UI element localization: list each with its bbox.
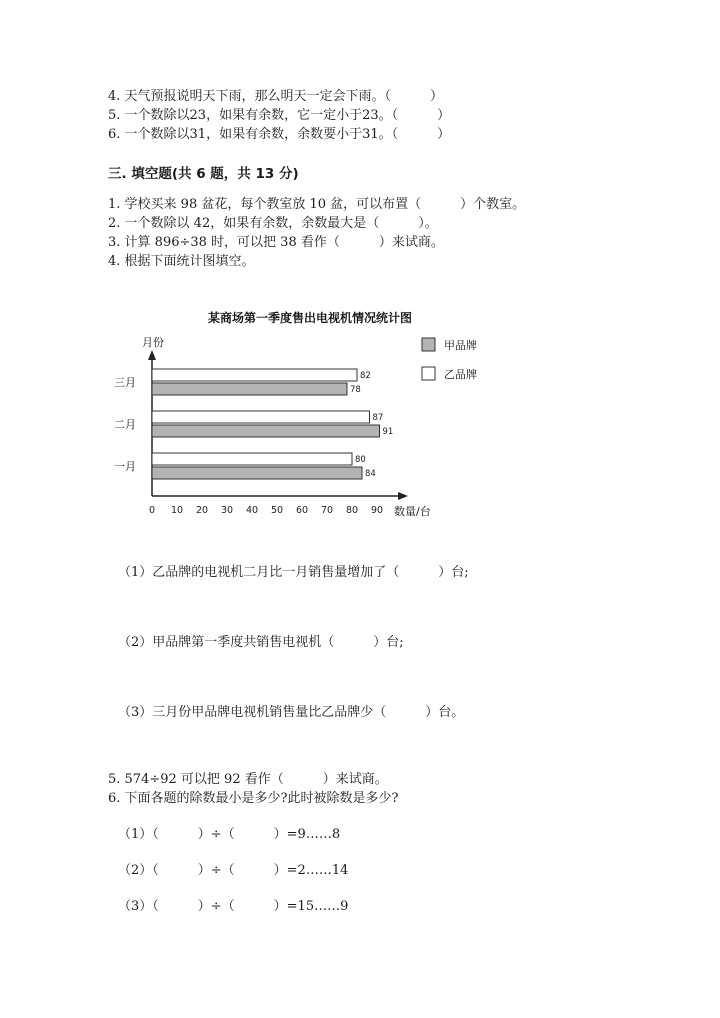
chart-question-3: （3）三月份甲品牌电视机销售量比乙品牌少（ ）台。	[118, 705, 465, 720]
judgement-question-5: 5. 一个数除以23，如果有余数，它一定小于23。（ ）	[108, 108, 451, 123]
question-6-item-1: （1）（ ）÷（ ）=9……8	[118, 827, 341, 842]
bar-brand-a	[152, 467, 362, 479]
fill-question-2: 2. 一个数除以 42，如果有余数，余数最大是（ ）。	[108, 216, 438, 231]
x-tick-label: 30	[220, 505, 234, 516]
chart-question-1: （1）乙品牌的电视机二月比一月销售量增加了（ ）台;	[118, 565, 469, 580]
fill-question-4: 4. 根据下面统计图填空。	[108, 254, 255, 269]
x-tick-label: 0	[148, 505, 156, 516]
x-tick-label: 20	[195, 505, 209, 516]
x-tick-label: 10	[170, 505, 184, 516]
data-label: 82	[360, 371, 371, 381]
legend-label: 乙品牌	[444, 368, 477, 381]
chart-title: 某商场第一季度售出电视机情况统计图	[207, 311, 413, 325]
question-6-item-3: （3）（ ）÷（ ）=15……9	[118, 899, 349, 914]
bar-brand-b	[152, 369, 357, 381]
x-tick-label: 50	[270, 505, 284, 516]
x-tick-label: 60	[295, 505, 309, 516]
legend-label: 甲品牌	[444, 339, 477, 352]
data-label: 80	[355, 455, 366, 465]
x-tick-label: 70	[320, 505, 334, 516]
x-tick-label: 90	[370, 505, 384, 516]
data-label: 91	[382, 427, 394, 437]
chart-question-2: （2）甲品牌第一季度共销售电视机（ ）台;	[118, 635, 404, 650]
bar-brand-b	[152, 411, 370, 423]
legend-swatch	[422, 338, 435, 351]
bar-brand-a	[152, 383, 347, 395]
category-label: 一月	[114, 460, 136, 473]
judgement-question-6: 6. 一个数除以31，如果有余数，余数要小于31。（ ）	[108, 127, 451, 142]
fill-question-1: 1. 学校买来 98 盆花，每个教室放 10 盆，可以布置（ ）个教室。	[108, 197, 526, 212]
section-title: 三. 填空题(共 6 题，共 13 分)	[108, 166, 299, 182]
question-6-item-2: （2）（ ）÷（ ）=2……14	[118, 863, 349, 878]
question-6-title: 6. 下面各题的除数最小是多少?此时被除数是多少?	[108, 791, 399, 806]
fill-question-3: 3. 计算 896÷38 时，可以把 38 看作（ ）来试商。	[108, 235, 444, 250]
category-label: 三月	[114, 376, 136, 389]
data-label: 78	[350, 385, 361, 395]
y-axis-arrow	[148, 350, 156, 360]
data-label: 87	[372, 413, 384, 423]
legend-swatch	[422, 367, 435, 380]
y-axis-label: 月份	[142, 336, 164, 349]
data-label: 84	[365, 469, 376, 479]
x-tick-label: 80	[345, 505, 359, 516]
judgement-question-4: 4. 天气预报说明天下雨，那么明天一定会下雨。（ ）	[108, 89, 444, 104]
x-axis-arrow	[398, 492, 408, 500]
bar-brand-a	[152, 425, 380, 437]
bar-chart	[100, 300, 500, 530]
bar-brand-b	[152, 453, 352, 465]
question-5: 5. 574÷92 可以把 92 看作（ ）来试商。	[108, 772, 388, 787]
x-tick-label: 40	[245, 505, 259, 516]
category-label: 二月	[114, 418, 136, 431]
x-axis-label: 数量/台	[394, 505, 431, 518]
